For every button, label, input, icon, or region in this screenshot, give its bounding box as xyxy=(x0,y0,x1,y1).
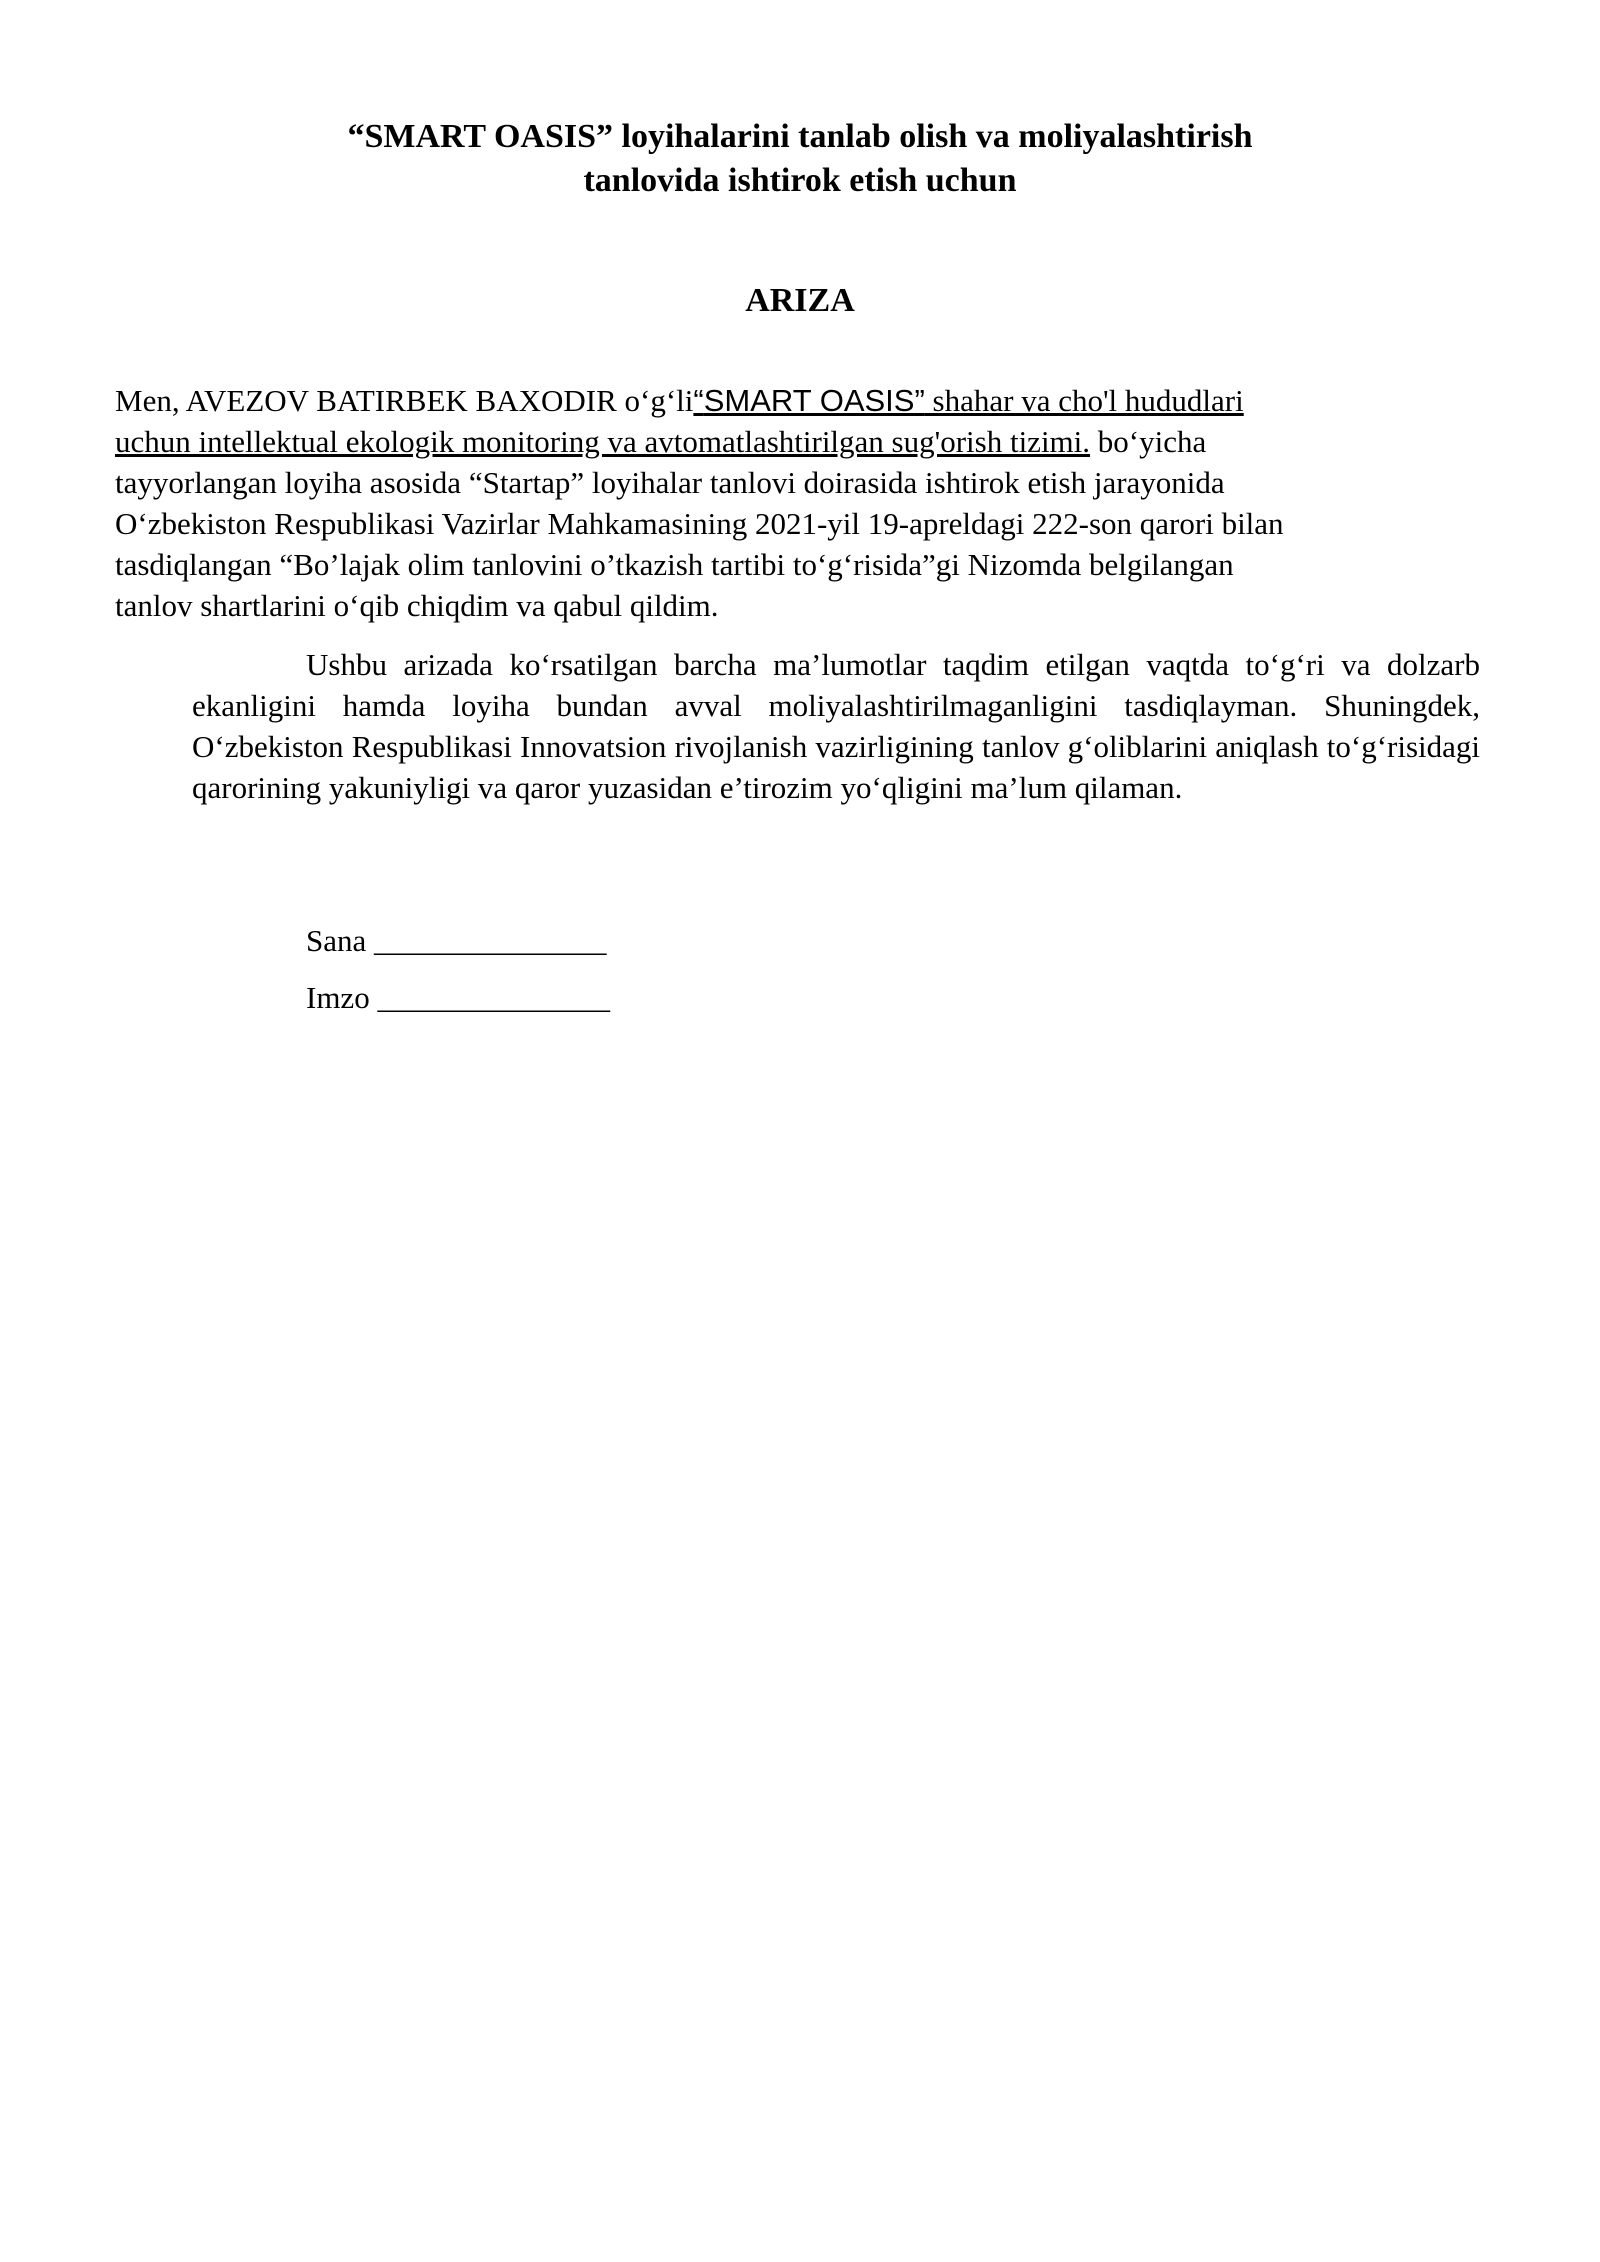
paragraph-line-2 xyxy=(115,421,1495,462)
document-title-line-1: “SMART OASIS” loyihalarini tanlab olish va moliyalashtirish xyxy=(347,118,1253,155)
paragraph-line-1 xyxy=(115,380,1495,421)
paragraph-line-6: tanlov shartlarini o‘qib chiqdim va qabul qildim. xyxy=(115,588,719,623)
applicant-intro: Men, AVEZOV BATIRBEK BAXODIR o‘g‘li xyxy=(115,383,694,418)
paragraph-line-4: O‘zbekiston Respublikasi Vazirlar Mahkamasining 2021-yil 19-apreldagi 222-son qarori bilan xyxy=(115,506,1284,541)
confirmation-paragraph: Ushbu arizada ko‘rsatilgan barcha ma’lumotlar taqdim etilgan vaqtda to‘g‘ri va dolzarb ekanligini hamda loyiha bundan avval moliyalashtirilmaganligini tasdiqlayman. Shuningdek, O‘zbekiston Respublikasi Innovatsion rivojlanish vazirligining tanlov g‘oliblarini aniqlash to‘g‘risidagi qarorining yakuniyligi va qaror yuzasidan e’tirozim yo‘qligini ma’lum qilaman. xyxy=(192,647,1480,805)
paragraph-line-3: tayyorlangan loyiha asosida “Startap” loyihalar tanlovi doirasida ishtirok etish jarayonida xyxy=(115,465,1225,500)
project-title-part-1: shahar va cho'l hududlari xyxy=(924,383,1244,418)
paragraph-line-5: tasdiqlangan “Bo’lajak olim tanlovini o’tkazish tartibi to‘g‘risida”gi Nizomda belgilangan xyxy=(115,547,1234,582)
application-statement-paragraph xyxy=(115,380,1495,626)
signature-line: Imzo _______________ xyxy=(306,980,610,1015)
paragraph-line-2-rest: bo‘yicha xyxy=(1090,424,1207,459)
date-signature-line: Sana _______________ xyxy=(306,923,607,958)
project-name-quote-close: ” xyxy=(914,383,925,418)
project-title-part-2: uchun intellektual ekologik monitoring va avtomatlashtirilgan sug'orish tizimi. xyxy=(115,424,1091,459)
document-heading: ARIZA xyxy=(745,282,855,319)
document-title-line-2: tanlovida ishtirok etish uchun xyxy=(583,162,1017,199)
project-name-quote-open: “ xyxy=(693,383,704,418)
project-name: SMART OASIS xyxy=(703,383,915,418)
